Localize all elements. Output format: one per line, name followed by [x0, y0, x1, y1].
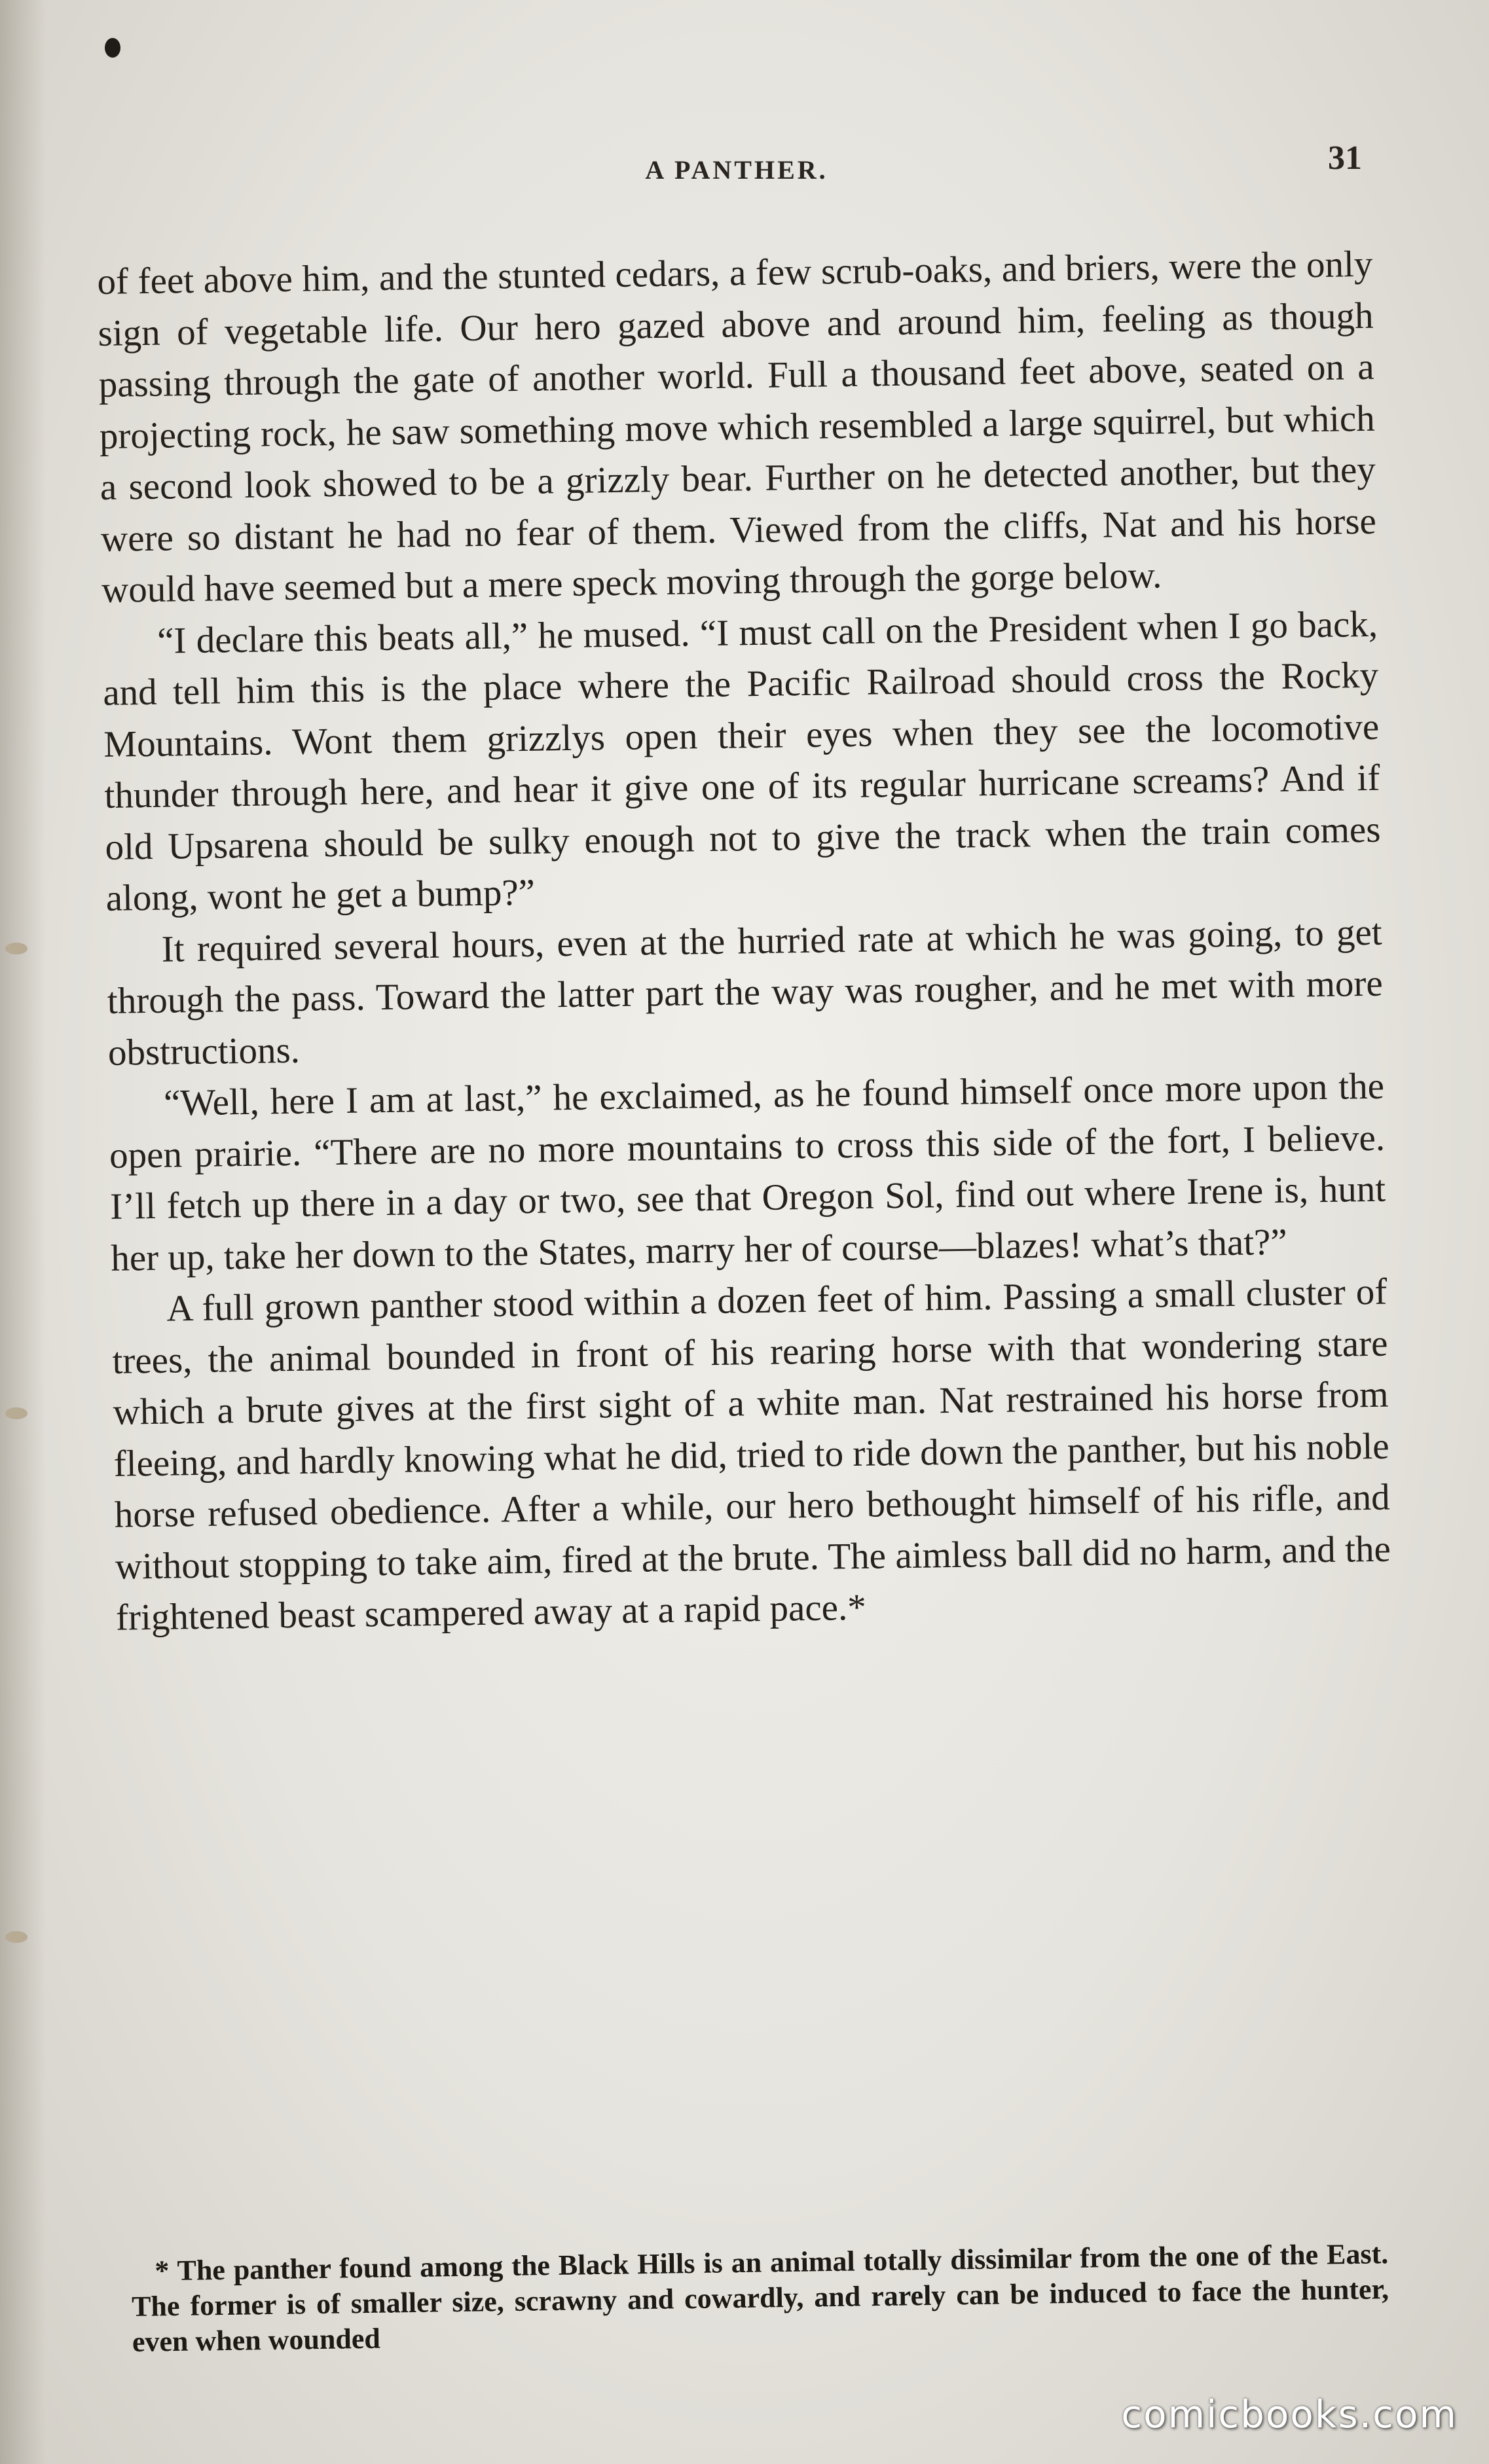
page-number: 31	[1328, 139, 1362, 177]
binding-hole	[5, 943, 28, 954]
paragraph: It required several hours, even at the hurried rate at which he was going, to get through the pass. Toward the latter part the way was rougher, and he met with more obstructions.	[107, 911, 1384, 1074]
paragraph: A full grown panther stood within a dozen feet of him. Passing a small cluster of trees, the animal bounded in front of his rearing horse with that wondering stare which a brute gives at the first sight of a white man. Nat restrained his horse from fleeing, and hardly knowing what he did, tried to ride down the panther, but his noble horse refused obedience. After a while, our hero bethought himself of his rifle, and without stopping to take aim, fired at the brute. The aimless ball did no harm, and the frightened beast scampered away at a rapid pace.*	[112, 1271, 1391, 1639]
paragraph: “Well, here I am at last,” he exclaimed, as he found himself once more upon the open prairie. “There are no more mountains to cross this side of the fort, I believe. I’ll fetch up there in a day or two, see that Oregon Sol, find out where Irene is, hunt her up, take her down to the States, marry her of course—blazes! what’s that?”	[109, 1065, 1386, 1279]
ink-spot	[105, 38, 120, 58]
body-text	[97, 239, 1391, 1644]
binding-hole	[5, 1407, 28, 1419]
paragraph: “I declare this beats all,” he mused. “I must call on the President when I go back, and tell him this is the place where the Pacific Railroad should cross the Rocky Mountains. Wont them grizzlys open their eyes when they see the locomotive thunder through here, and hear it give one of its regular hurricane screams? And if old Upsarena should be sulky enough not to give the track when the train comes along, wont he get a bump?”	[102, 603, 1381, 919]
watermark: comicbooks.com	[1121, 2392, 1458, 2437]
page-header	[111, 139, 1362, 200]
paragraph: of feet above him, and the stunted cedars, a few scrub-oaks, and briers, were the only sign of vegetable life. Our hero gazed above and around him, feeling as though passing through the gate of another world. Full a thousand feet above, seated on a projecting rock, he saw something move which resembled a large squirrel, but which a second look showed to be a grizzly bear. Further on he detected another, but they were so distant he had no fear of them. Viewed from the cliffs, Nat and his horse would have seemed but a mere speck moving through the gorge below.	[97, 243, 1377, 611]
page-edge-shadow	[0, 0, 46, 2464]
running-head: A PANTHER.	[645, 155, 828, 185]
binding-hole	[5, 1931, 28, 1943]
footnote	[131, 2236, 1389, 2360]
footnote-text: * The panther found among the Black Hills is an animal totally dissimilar from the one of the East. The former is of smaller size, scrawny and cowardly, and rarely can be induced to face the hunter, even when wounded	[131, 2238, 1389, 2358]
